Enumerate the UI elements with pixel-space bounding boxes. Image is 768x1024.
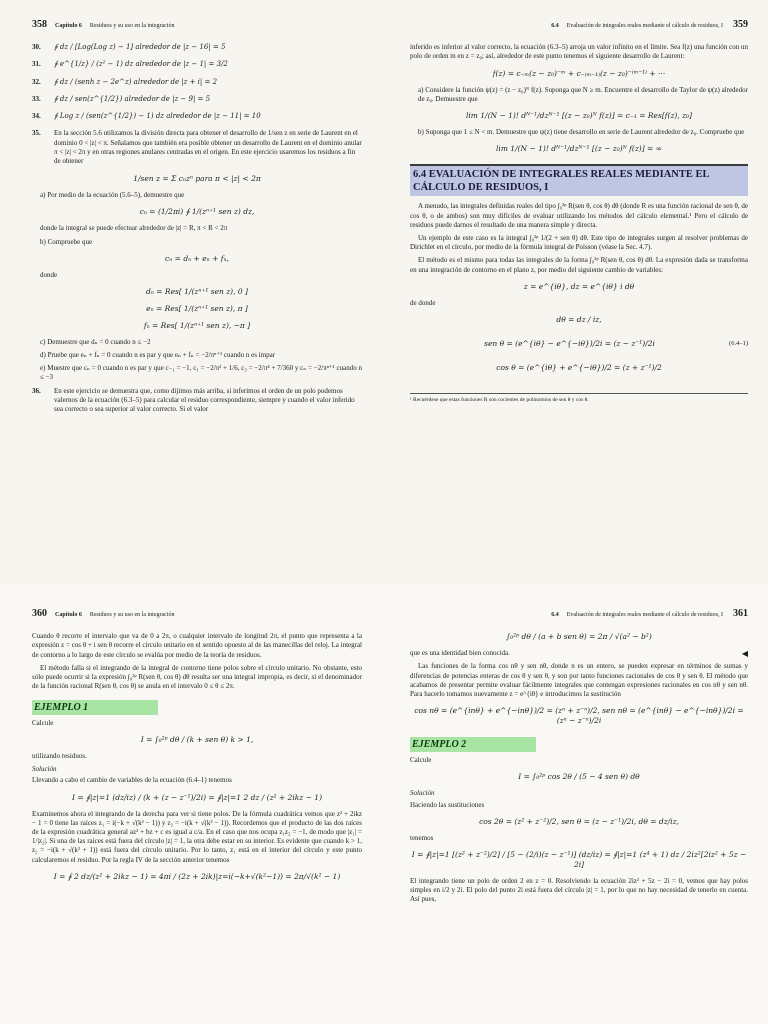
equation: lim 1/(N − 1)! dᴺ⁻¹/dzᴺ⁻¹ [(z − z₀)ᴺ f(z)] = c₋₁ = Res[f(z), z₀] <box>465 111 692 121</box>
contour-equation: I = ∮|z|=1 [(z² + z⁻²)/2] / [5 − (2/i)(z − z⁻¹)] (dz/iz) = ∮|z|=1 (z⁴ + 1) dz / 2iz²[2iz² + 5z − 2i] <box>411 849 747 869</box>
example-equation: I = ∫₀²ᵖ dθ / (k + sen θ) k > 1, <box>140 735 254 745</box>
section-number: 6.4 <box>551 612 559 618</box>
solution-label: Solución <box>410 789 435 798</box>
final-equation: I = ∮ 2 dz/(z² + 2ikz − 1) = 4πi / (2z + 2ik)|z=i(−k+√(k²−1)) = 2π/√(k² − 1) <box>53 871 341 881</box>
chapter-title: Residuos y su uso en la integración <box>89 23 175 29</box>
page-header <box>410 607 748 620</box>
calcule-label: Calcule <box>410 756 432 765</box>
problem-35-note: donde la integral se puede efectuar alrededor de |z| = R, π < R < 2π <box>40 224 228 233</box>
problem-36: 36. En este ejercicio se demuestra que, como dijimos más arriba, si inferimos el orden de un polo podemos valernos de la ecuación (6.3–5) para calcular el residuo correspondiente, siempre y cuando el valor inferido sea correcto o sea superior al valor correcto. Si el valor <box>32 386 355 413</box>
equation-cos: cos θ = (e^{iθ} + e^{−iθ})/2 = (z + z⁻¹)/2 <box>496 362 662 372</box>
problem-32: 32. ∮ dz / (senh z − 2e^z) alrededor de |z + i| = 2 <box>32 77 218 86</box>
paragraph: Examinemos ahora el integrando de la derecha para ver si tiene polos. De la fórmula cuadrática vemos que z² + 2ikz − 1 = 0 tiene las raíces z₁ = i(−k + √(k² − 1)) y z₂ = −i(k + √(k² − 1)). Recordemos que el producto de las dos raíces de la expresión cuadrática general az² + bz + c es igual a c/a. En el caso que nos ocupa z₁z₂ = −1, de modo que |z₁| = 1/|z₂|. Si una de las raíces está fuera del círculo |z| = 1, la otra debe estar en su interior. Es evidente que cuando k > 1, z₂ = −i(k + √(k² + 1)) está fuera del círculo unitario. Por lo tanto, z₁ está en el interior del círculo y este punto calcularemos el residuo. Por la regla IV de la sección anterior tenemos <box>32 809 362 864</box>
chapter-label: Capítulo 6 <box>55 23 82 29</box>
problem-35-d: d) Pruebe que eₙ + fₙ = 0 cuando n es par y que eₙ + fₙ = −2/πⁿ⁺¹ cuando n es impar <box>40 350 276 359</box>
equation: cₙ = (1/2πi) ∮ 1/(zⁿ⁺¹ sen z) dz, <box>139 207 255 217</box>
residue-d: dₙ = Res[ 1/(zⁿ⁺¹ sen z), 0 ] <box>146 286 248 296</box>
page-number: 358 <box>32 19 47 30</box>
solution-label: Solución <box>32 765 57 774</box>
paragraph: inferido es inferior al valor correcto, la ecuación (6.3–5) arroja un valor infinito en el límite. Sea f(z) una función con un polo de orden m en z = z₀; así, alrededor de este punto tenemos el siguiente desarrollo de Laurent: <box>410 43 748 61</box>
de-donde-label: de donde <box>410 298 436 307</box>
problem-36-b: b) Suponga que 1 ≤ N < m. Demuestre que ψ(z) tiene desarrollo en serie de Laurent alrededor de z₀. Compruebe que <box>418 127 745 136</box>
section-title-running: Evaluación de integrales reales mediante el cálculo de residuos, I <box>566 23 723 29</box>
equation: 1/sen z = Σ cₙzⁿ para π < |z| < 2π <box>133 174 261 184</box>
problem-34: 34. ∮ Log z / (sen(z^{1/2}) − 1) dz alrededor de |z − 11| = 10 <box>32 112 261 121</box>
equation: lim 1/(N − 1)! dᴺ⁻¹/dzᴺ⁻¹ [(z − z₀)ᴺ f(z)] = ∞ <box>496 144 662 154</box>
identity-note: que es una identidad bien conocida. ◀ <box>410 649 748 659</box>
example-heading: EJEMPLO 2 <box>410 737 536 752</box>
tenemos-label: tenemos <box>410 833 434 842</box>
paragraph: El método es el mismo para todas las integrales de la forma ∫₀²ᵖ R(sen θ, cos θ) dθ. La expresión dada se transforma en una integración de contorno en el plano z, por medio del siguiente cambio de variables: <box>410 256 748 274</box>
section-heading: 6.4 EVALUACIÓN DE INTEGRALES REALES MEDIANTE EL CÁLCULO DE RESIDUOS, I <box>410 164 748 196</box>
problem-35-b: b) Compruebe que <box>40 237 93 246</box>
equation-row <box>410 332 748 356</box>
substitutions-equation: cos 2θ = (z² + z⁻²)/2, sen θ = (z − z⁻¹)/2i, dθ = dz/iz, <box>479 816 679 826</box>
page-358 <box>0 0 384 585</box>
equation-dtheta: dθ = dz / iz, <box>556 315 602 325</box>
problem-35-c: c) Demuestre que dₙ = 0 cuando n ≤ −2 <box>40 337 151 346</box>
section-number: 6.4 <box>551 23 559 29</box>
residue-f: fₙ = Res[ 1/(zⁿ⁺¹ sen z), −π ] <box>143 320 251 330</box>
page-number: 361 <box>733 608 748 619</box>
paragraph: A menudo, las integrales definidas reales del tipo ∫₀²ᵖ R(sen θ, cos θ) dθ (donde R es una función racional de sen θ, de cos θ, o de ambos) son muy difíciles de evaluar utilizando los métodos del cálculo elemental.¹ Pero el cálculo de residuos puede darnos el resultado de una manera simple y directa. <box>410 202 748 229</box>
problem-36-a: a) Considere la función ψ(z) = (z − z₀)ᴺ f(z). Suponga que N ≥ m. Encuentre el desarrollo de Taylor de ψ(z) alrededor de z₀. Demuestre que <box>418 85 748 103</box>
problem-31: 31. ∮ e^{1/z} / (z² − 1) dz alrededor de |z − 1| = 3/2 <box>32 60 228 69</box>
chapter-title: Residuos y su uso en la integración <box>89 612 175 618</box>
substitution-equation: cos nθ = (e^{inθ} + e^{−inθ})/2 = (zⁿ + z⁻ⁿ)/2, sen nθ = (e^{inθ} − e^{−inθ})/2i = (zⁿ − z⁻ⁿ)/2i <box>414 706 744 726</box>
page-header <box>32 18 362 31</box>
page-header <box>32 607 362 620</box>
solution-equation: I = ∮|z|=1 (dz/iz) / (k + (z − z⁻¹)/2i) = ∮|z|=1 2 dz / (z² + 2ikz − 1) <box>71 792 323 802</box>
equation: cₙ = dₙ + eₙ + fₙ, <box>165 253 229 263</box>
problem-33: 33. ∮ dz / sen(z^{1/2}) alrededor de |z − 9| = 5 <box>32 94 211 103</box>
donde-label: donde <box>40 270 58 279</box>
residue-e: eₙ = Res[ 1/(zⁿ⁺¹ sen z), π ] <box>146 303 248 313</box>
section-title-running: Evaluación de integrales reales mediante el cálculo de residuos, I <box>566 612 723 618</box>
chapter-label: Capítulo 6 <box>55 612 82 618</box>
paragraph: El método falla si el integrando de la integral de contorno tiene polos sobre el círculo unitario. No obstante, esto sólo puede ocurrir si la expresión ∫₀²ᵖ R(sen θ, cos θ) dθ resulta ser una integral impropia, es decir, si el denominador de la función racional R(sen θ, cos θ) se anula en el intervalo 0 ≤ θ ≤ 2π. <box>32 663 362 691</box>
haciendo-label: Haciendo las sustituciones <box>410 800 485 809</box>
problem-30: 30. ∮ dz / [Log(Log z) − 1] alrededor de |z − 16| = 5 <box>32 43 226 52</box>
example-equation: I = ∫₀²ᵖ cos 2θ / (5 − 4 sen θ) dθ <box>518 772 640 782</box>
problem-35-a: a) Por medio de la ecuación (5.6–5), demuestre que <box>40 191 185 200</box>
page-number: 359 <box>733 19 748 30</box>
paragraph: Llevando a cabo el cambio de variables de la ecuación (6.4–1) tenemos <box>32 776 232 785</box>
equation-sen: sen θ = (e^{iθ} − e^{−iθ})/2i = (z − z⁻¹)/2i <box>484 338 655 348</box>
page-header <box>410 18 748 31</box>
page-361 <box>384 585 768 1024</box>
paragraph: Un ejemplo de este caso es la integral ∫₀²ᵖ 1/(2 + sen θ) dθ. Este tipo de integrales surgen al resolver problemas de Dirichlet en el círculo, por medio de la fórmula integral de Poisson (véase la Sec. 4.7). <box>410 233 748 252</box>
paragraph: Las funciones de la forma cos nθ y sen nθ, donde n es un entero, se pueden expresar en términos de sumas y diferencias de potencias enteras de cos θ y sen θ, y son por tanto funciones racionales de cos θ y sen θ. El método que acabamos de presentar permite evaluar fácilmente integrales que contengan expresiones racionales en cos nθ y sen nθ. Para hacerlo tomamos nuevamente z = e^{iθ} e introducimos la sustitución <box>410 662 748 699</box>
change-of-variables: z = e^{iθ}, dz = e^{iθ} i dθ <box>523 281 635 291</box>
paragraph: Cuando θ recorre el intervalo que va de 0 a 2π, o cualquier intervalo de longitud 2π, el punto que representa a la expresión z = cos θ + i sen θ recorre el círculo unitario en el sentido opuesto al de las manecillas del reloj. La integral de contorno a lo largo de este círculo se evalúa por medio de la teoría de residuos. <box>32 632 362 659</box>
example-heading: EJEMPLO 1 <box>32 700 158 715</box>
page-359 <box>384 0 768 585</box>
calcule-label: Calcule <box>32 718 54 727</box>
laurent-equation: f(z) = c₋ₘ(z − z₀)⁻ᵐ + c₋₍ₘ₋₁₎(z − z₀)⁻⁽ᵐ⁻¹⁾ + ··· <box>492 68 666 78</box>
equation-number: (6.4–1) <box>729 339 748 347</box>
identity-equation: ∫₀²ᵖ dθ / (a + b sen θ) = 2π / √(a² − b²) <box>506 632 652 642</box>
page-360 <box>0 585 384 1024</box>
problem-35-e: e) Muestre que cₙ = 0 cuando n es par y que c₋₁ = −1, c₁ = −2/π² + 1/6, c₃ = −2/π⁴ + 7/360 y cₙ = −2/πⁿ⁺¹ cuando n ≤ −3 <box>40 364 362 382</box>
end-of-example-icon: ◀ <box>741 649 748 659</box>
paragraph: El integrando tiene un polo de orden 2 en z = 0. Resolviendo la ecuación 2iz² + 5z − 2i = 0, vemos que hay polos simples en i/2 y 2i. El polo del punto 2i está fuera del círculo |z| = 1, por lo que no hay necesidad de tenerlo en cuenta. Así pues, <box>410 876 748 904</box>
page-number: 360 <box>32 608 47 619</box>
problem-35: 35. En la sección 5.6 utilizamos la división directa para obtener el desarrollo de 1/sen z en serie de Laurent en el dominio 0 < |z| < π. Señalamos que también era posible obtener un desarrollo de Laurent en el dominio anular π < |z| < 2π y en otras regiones anulares centradas en el origen. En este ejercicio usaremos los residuos a fin de obtener <box>32 129 362 166</box>
footnote: ¹ Recuérdese que estas funciones R son cocientes de polinomios de sen θ y cos θ. <box>410 393 748 404</box>
utilizando-label: utilizando residuos. <box>32 751 87 760</box>
